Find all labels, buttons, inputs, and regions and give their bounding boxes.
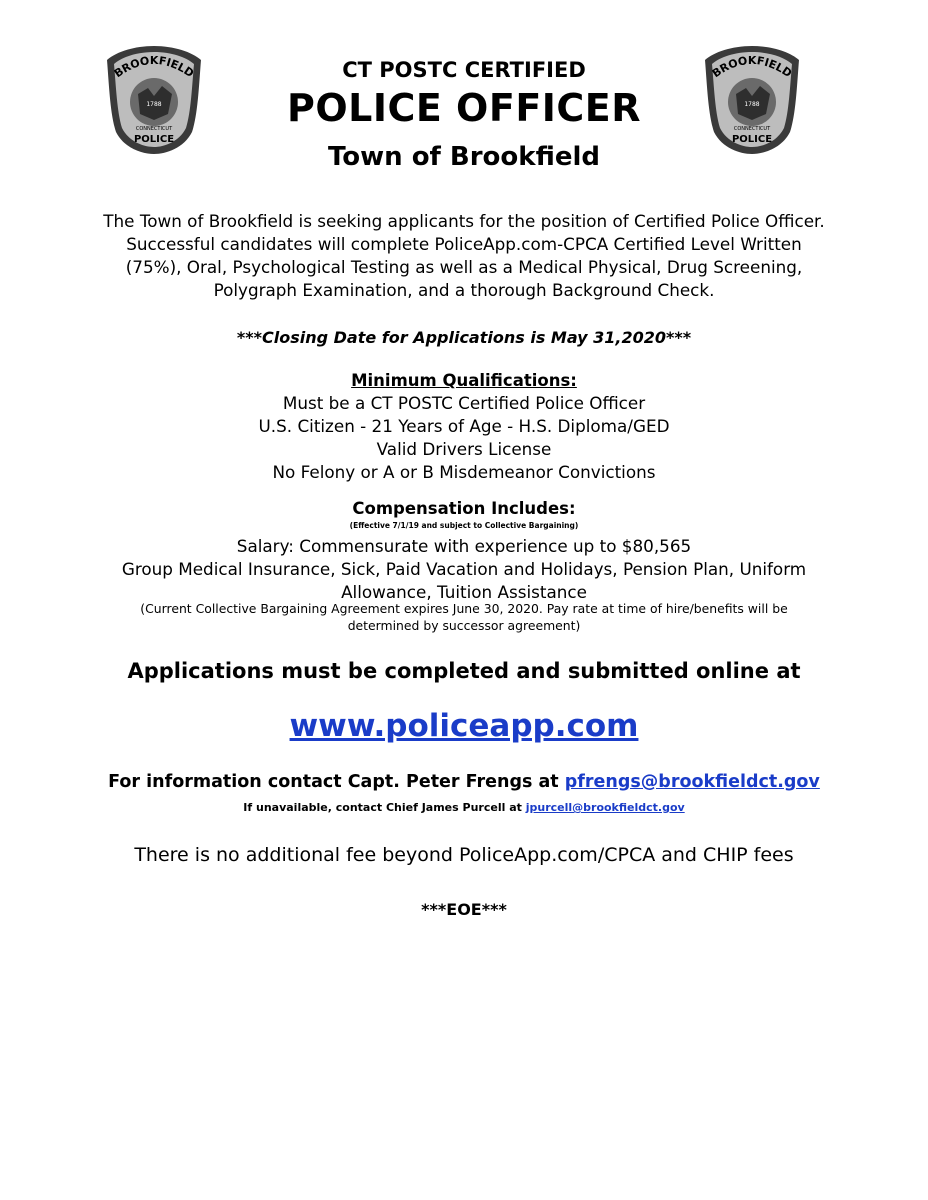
qualifications-heading: Minimum Qualifications:: [351, 371, 577, 390]
svg-text:CONNECTICUT: CONNECTICUT: [733, 126, 771, 132]
svg-text:POLICE: POLICE: [731, 134, 773, 145]
compensation-note: (Effective 7/1/19 and subject to Collective Bargaining): [349, 521, 579, 530]
primary-contact: [0, 772, 928, 792]
page-title: POLICE OFFICER: [286, 86, 642, 130]
policeapp-link[interactable]: www.policeapp.com: [289, 708, 639, 744]
compensation-item: Allowance, Tuition Assistance: [341, 582, 587, 602]
intro-line: The Town of Brookfield is seeking applicants for the position of Certified Police Officer.: [103, 211, 825, 231]
svg-text:1788: 1788: [146, 101, 162, 108]
intro-line: Polygraph Examination, and a thorough Background Check.: [213, 280, 715, 300]
town-name: Town of Brookfield: [327, 142, 601, 172]
secondary-contact: [0, 801, 928, 814]
qualification-item: Must be a CT POSTC Certified Police Officer: [282, 393, 646, 413]
intro-line: (75%), Oral, Psychological Testing as well as a Medical Physical, Drug Screening,: [125, 257, 803, 277]
fine-print-line: determined by successor agreement): [347, 618, 581, 633]
compensation-item: Group Medical Insurance, Sick, Paid Vacation and Holidays, Pension Plan, Uniform: [121, 559, 807, 579]
compensation-list: [0, 535, 928, 604]
secondary-contact-text: If unavailable, contact Chief James Purcell at: [243, 801, 526, 814]
intro-line: Successful candidates will complete PoliceApp.com-CPCA Certified Level Written: [126, 234, 802, 254]
qualifications-list: [0, 392, 928, 484]
primary-email-link[interactable]: pfrengs@brookfieldct.gov: [564, 772, 820, 792]
qualification-item: No Felony or A or B Misdemeanor Convictions: [272, 462, 656, 482]
svg-text:POLICE: POLICE: [133, 134, 175, 145]
compensation-heading: Compensation Includes:: [352, 499, 576, 518]
compensation-fine-print: [0, 600, 928, 634]
qualification-item: Valid Drivers License: [376, 439, 552, 459]
secondary-email-link[interactable]: jpurcell@brookfieldct.gov: [525, 801, 685, 814]
closing-date: ***Closing Date for Applications is May 31,2020***: [236, 328, 692, 347]
qualification-item: U.S. Citizen - 21 Years of Age - H.S. Diploma/GED: [258, 416, 670, 436]
apply-instructions: Applications must be completed and submitted online at: [127, 659, 801, 683]
svg-text:1788: 1788: [744, 101, 760, 108]
eoe-statement: ***EOE***: [421, 900, 507, 919]
header-pretitle: CT POSTC CERTIFIED: [342, 58, 586, 82]
svg-text:CONNECTICUT: CONNECTICUT: [135, 126, 173, 132]
compensation-item: Salary: Commensurate with experience up to $80,565: [236, 536, 692, 556]
svg-text:BROOKFIELD: BROOKFIELD: [111, 53, 197, 81]
intro-paragraph: [0, 210, 928, 302]
primary-contact-text: For information contact Capt. Peter Frengs at: [108, 772, 565, 792]
fine-print-line: (Current Collective Bargaining Agreement expires June 30, 2020. Pay rate at time of hire/benefits will be: [140, 601, 788, 616]
svg-text:BROOKFIELD: BROOKFIELD: [709, 53, 795, 81]
fee-note: There is no additional fee beyond PoliceApp.com/CPCA and CHIP fees: [134, 844, 794, 866]
